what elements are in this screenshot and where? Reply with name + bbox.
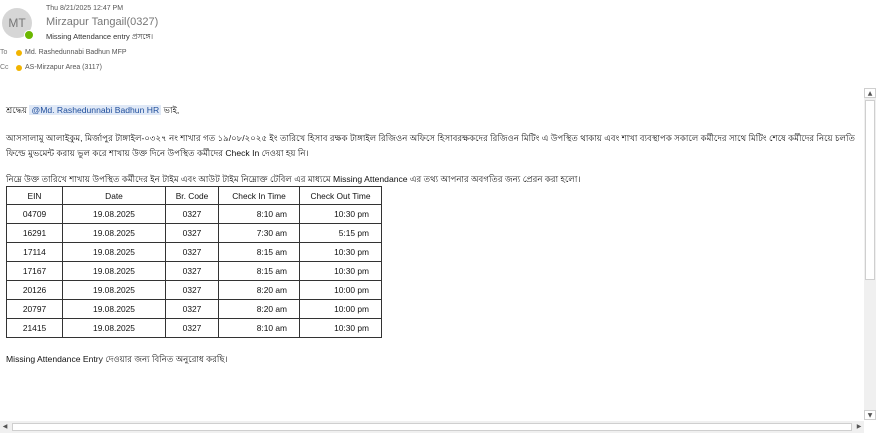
vertical-scrollbar[interactable] bbox=[864, 88, 876, 420]
message-header bbox=[0, 0, 877, 80]
message-date: Thu 8/21/2025 12:47 PM bbox=[46, 5, 124, 12]
cell-ein: 04709 bbox=[7, 205, 63, 224]
horizontal-scroll-thumb[interactable] bbox=[12, 423, 852, 431]
horizontal-scrollbar[interactable] bbox=[0, 421, 864, 433]
message-subject: Missing Attendance entry প্রসঙ্গে। bbox=[46, 32, 154, 41]
cc-recipient[interactable]: AS-Mirzapur Area (3117) bbox=[25, 64, 102, 71]
to-recipient-row bbox=[0, 49, 127, 56]
cell-date: 19.08.2025 bbox=[63, 205, 166, 224]
recipient-status-icon bbox=[16, 65, 22, 71]
cell-br-code: 0327 bbox=[166, 205, 219, 224]
cell-date: 19.08.2025 bbox=[63, 281, 166, 300]
cell-br-code: 0327 bbox=[166, 224, 219, 243]
cc-label: Cc bbox=[0, 64, 9, 71]
cell-ein: 16291 bbox=[7, 224, 63, 243]
cell-check-in: 8:15 am bbox=[219, 243, 300, 262]
to-label: To bbox=[0, 49, 8, 56]
cell-check-out: 10:30 pm bbox=[300, 243, 382, 262]
cell-ein: 21415 bbox=[7, 319, 63, 338]
cell-br-code: 0327 bbox=[166, 262, 219, 281]
cell-date: 19.08.2025 bbox=[63, 224, 166, 243]
cell-date: 19.08.2025 bbox=[63, 319, 166, 338]
greeting bbox=[6, 104, 179, 118]
scroll-right-icon[interactable]: ▶ bbox=[856, 423, 862, 430]
cell-br-code: 0327 bbox=[166, 300, 219, 319]
cell-ein: 17167 bbox=[7, 262, 63, 281]
cell-br-code: 0327 bbox=[166, 243, 219, 262]
table-row bbox=[7, 205, 382, 224]
scroll-down-icon[interactable]: ▼ bbox=[864, 410, 876, 420]
table-row bbox=[7, 281, 382, 300]
col-header-check-in: Check In Time bbox=[219, 187, 300, 205]
cell-check-out: 5:15 pm bbox=[300, 224, 382, 243]
table-row bbox=[7, 319, 382, 338]
greeting-suffix: ভাই, bbox=[163, 105, 180, 115]
cell-date: 19.08.2025 bbox=[63, 300, 166, 319]
cell-check-in: 8:20 am bbox=[219, 281, 300, 300]
cell-br-code: 0327 bbox=[166, 319, 219, 338]
table-row bbox=[7, 262, 382, 281]
table-row bbox=[7, 243, 382, 262]
col-header-check-out: Check Out Time bbox=[300, 187, 382, 205]
scroll-left-icon[interactable]: ◀ bbox=[2, 423, 8, 430]
col-header-date: Date bbox=[63, 187, 166, 205]
sender-name[interactable]: Mirzapur Tangail(0327) bbox=[46, 16, 159, 28]
cell-check-out: 10:30 pm bbox=[300, 262, 382, 281]
scroll-up-icon[interactable]: ▲ bbox=[864, 88, 876, 98]
cell-check-in: 8:20 am bbox=[219, 300, 300, 319]
table-row bbox=[7, 300, 382, 319]
avatar-initials: MT bbox=[8, 16, 26, 30]
cell-ein: 17114 bbox=[7, 243, 63, 262]
cell-br-code: 0327 bbox=[166, 281, 219, 300]
body-paragraph-1: আসসালামু আলাইকুম, মির্জাপুর টাঙ্গাইল-০৩২৭ নং শাখার গত ১৯/০৮/২০২৫ ইং তারিখে হিসাব রক্ষক টাঙ্গাইল রিজিওন অফিসে হিসাবরক্ষকদের রিজিওন মিটিং এ উপস্থিত থাকায় এবং শাখা ব্যবস্থাপক সকালে কর্মীদের সাথে মিটিং শেষে কর্মীদের নিয়ে চলতি ফিল্ডে মুভমেন্ট করায় ভুল করে শাখায় উক্ত দিনে উপস্থিত কর্মীদের Check In দেওয়া হয় নি। bbox=[6, 133, 855, 158]
cell-check-in: 7:30 am bbox=[219, 224, 300, 243]
attendance-table bbox=[6, 186, 382, 338]
table-row bbox=[7, 224, 382, 243]
vertical-scroll-thumb[interactable] bbox=[865, 100, 875, 280]
recipient-status-icon bbox=[16, 50, 22, 56]
cell-check-in: 8:15 am bbox=[219, 262, 300, 281]
cell-ein: 20797 bbox=[7, 300, 63, 319]
cell-date: 19.08.2025 bbox=[63, 262, 166, 281]
cell-check-in: 8:10 am bbox=[219, 205, 300, 224]
cell-check-out: 10:00 pm bbox=[300, 300, 382, 319]
presence-status-icon bbox=[24, 30, 34, 40]
cell-ein: 20126 bbox=[7, 281, 63, 300]
greeting-prefix: শ্রদ্ধেয় bbox=[6, 105, 28, 115]
body-paragraph-2: নিম্নে উক্ত তারিখে শাখায় উপস্থিত কর্মীদের ইন টাইম এবং আউট টাইম নিম্নোক্ত টেবিল এর মাধ্যমে Missing Attendance এর তথ্য আপনার অবগতির জন্য প্রেরন করা হলো। bbox=[6, 174, 581, 184]
cell-check-out: 10:30 pm bbox=[300, 205, 382, 224]
closing-line: Missing Attendance Entry দেওয়ার জন্য বিনিত অনুরোধ করছি। bbox=[6, 354, 228, 364]
col-header-br-code: Br. Code bbox=[166, 187, 219, 205]
mention-link[interactable]: @Md. Rashedunnabi Badhun HR bbox=[31, 105, 160, 115]
col-header-ein: EIN bbox=[7, 187, 63, 205]
cc-recipient-row bbox=[0, 64, 102, 71]
table-header-row bbox=[7, 187, 382, 205]
to-recipient[interactable]: Md. Rashedunnabi Badhun MFP bbox=[25, 49, 127, 56]
cell-check-in: 8:10 am bbox=[219, 319, 300, 338]
cell-date: 19.08.2025 bbox=[63, 243, 166, 262]
cell-check-out: 10:30 pm bbox=[300, 319, 382, 338]
cell-check-out: 10:00 pm bbox=[300, 281, 382, 300]
